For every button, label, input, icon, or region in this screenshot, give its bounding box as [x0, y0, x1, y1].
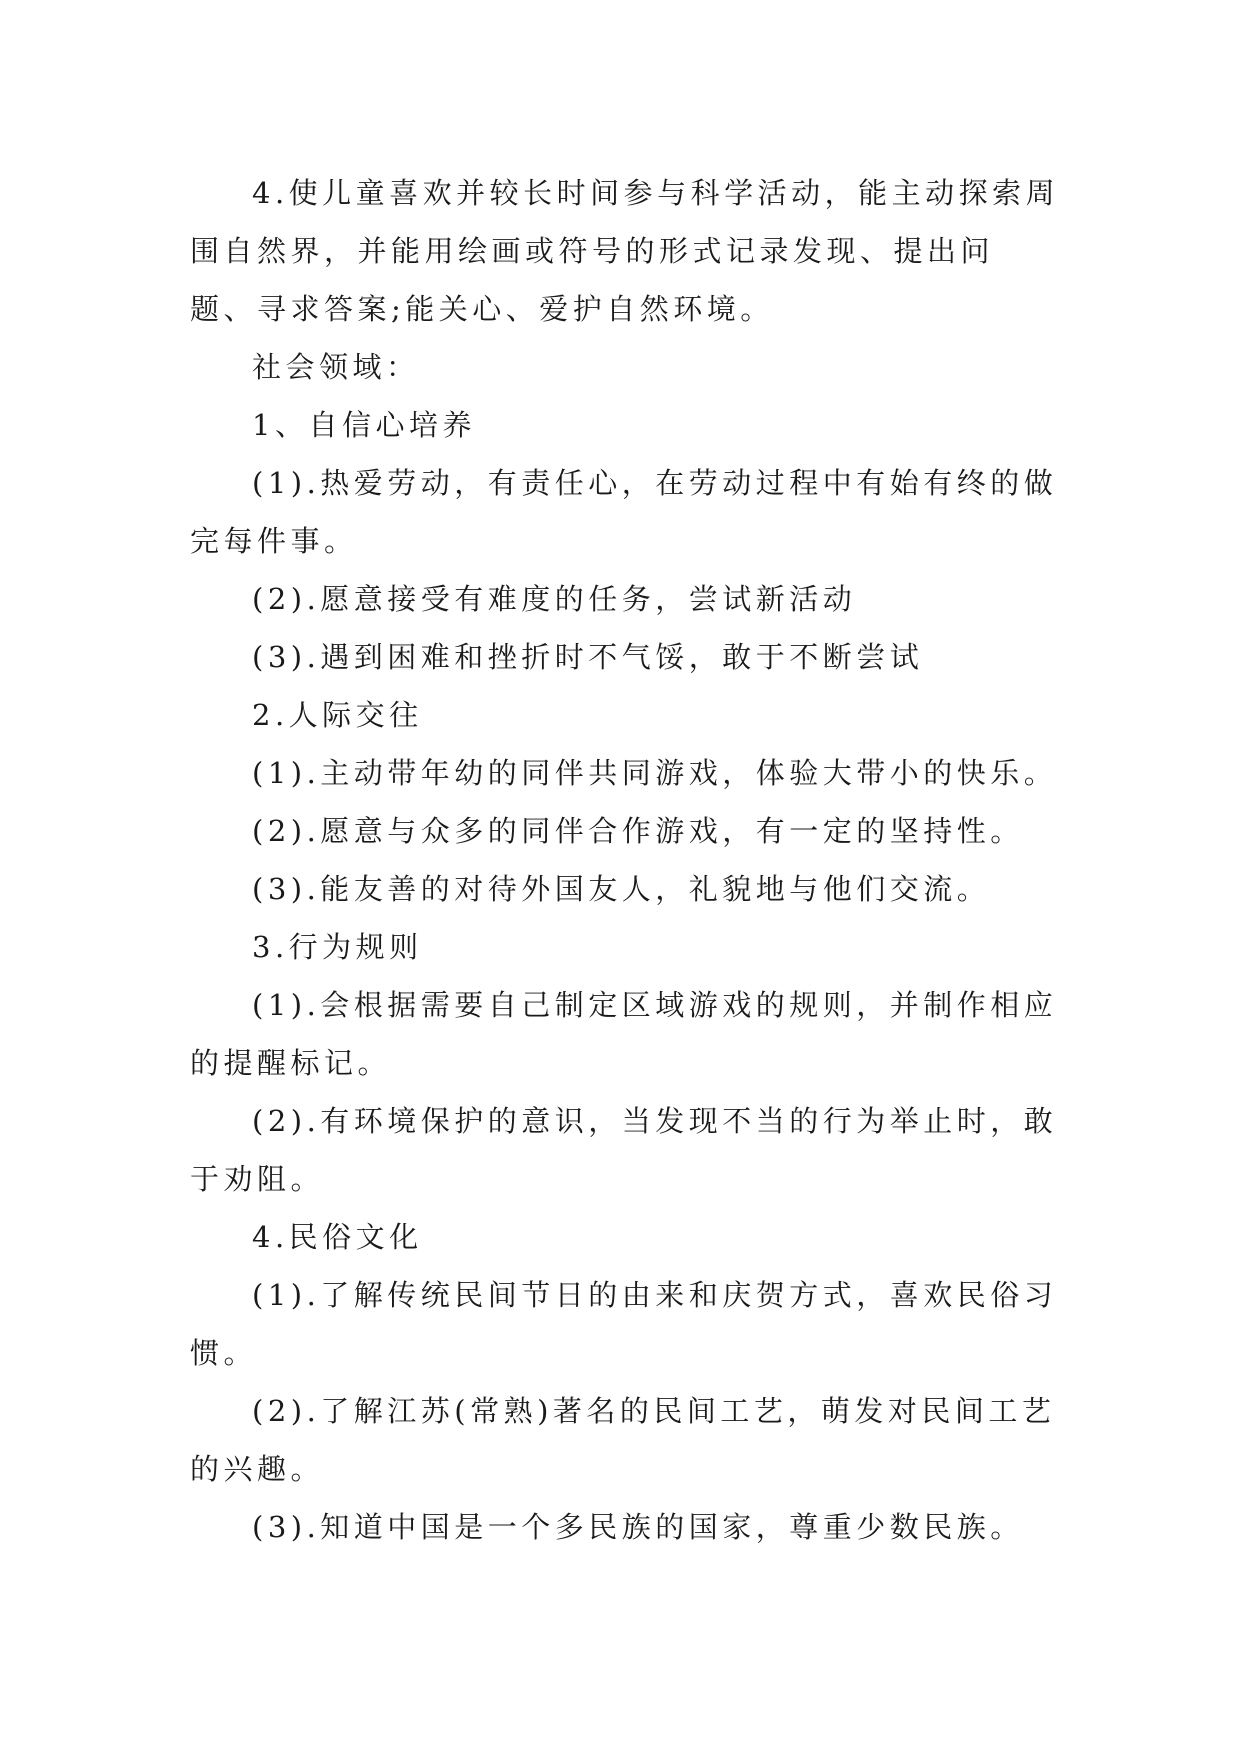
document-body [190, 164, 1060, 1556]
list-item: (1).会根据需要自己制定区域游戏的规则，并制作相应的提醒标记。 [190, 988, 1058, 1080]
list-item: (3).能友善的对待外国友人，礼貌地与他们交流。 [252, 872, 991, 906]
list-item: (2).了解江苏(常熟)著名的民间工艺，萌发对民间工艺的兴趣。 [190, 1394, 1056, 1486]
list-item: (2).愿意接受有难度的任务，尝试新活动 [252, 582, 857, 616]
subheading-behavior-rules: 3.行为规则 [252, 930, 423, 964]
list-item: (3).遇到困难和挫折时不气馁，敢于不断尝试 [252, 640, 924, 674]
subheading-folk-culture: 4.民俗文化 [252, 1220, 423, 1254]
list-item: (1).主动带年幼的同伴共同游戏，体验大带小的快乐。 [252, 756, 1058, 790]
list-item: (2).有环境保护的意识，当发现不当的行为举止时，敢于劝阻。 [190, 1104, 1058, 1196]
list-item: (3).知道中国是一个多民族的国家，尊重少数民族。 [252, 1510, 1024, 1544]
heading-social-domain: 社会领域： [252, 350, 420, 384]
list-item: (1).热爱劳动，有责任心，在劳动过程中有始有终的做完每件事。 [190, 466, 1058, 558]
list-item: (2).愿意与众多的同伴合作游戏，有一定的坚持性。 [252, 814, 1024, 848]
subheading-interpersonal: 2.人际交往 [252, 698, 423, 732]
subheading-self-confidence: 1、自信心培养 [252, 408, 476, 442]
paragraph-science-goal-4: 4.使儿童喜欢并较长时间参与科学活动，能主动探索周围自然界，并能用绘画或符号的形式记录发现、提出问题、寻求答案;能关心、爱护自然环境。 [190, 176, 1060, 326]
list-item: (1).了解传统民间节日的由来和庆贺方式，喜欢民俗习惯。 [190, 1278, 1058, 1370]
